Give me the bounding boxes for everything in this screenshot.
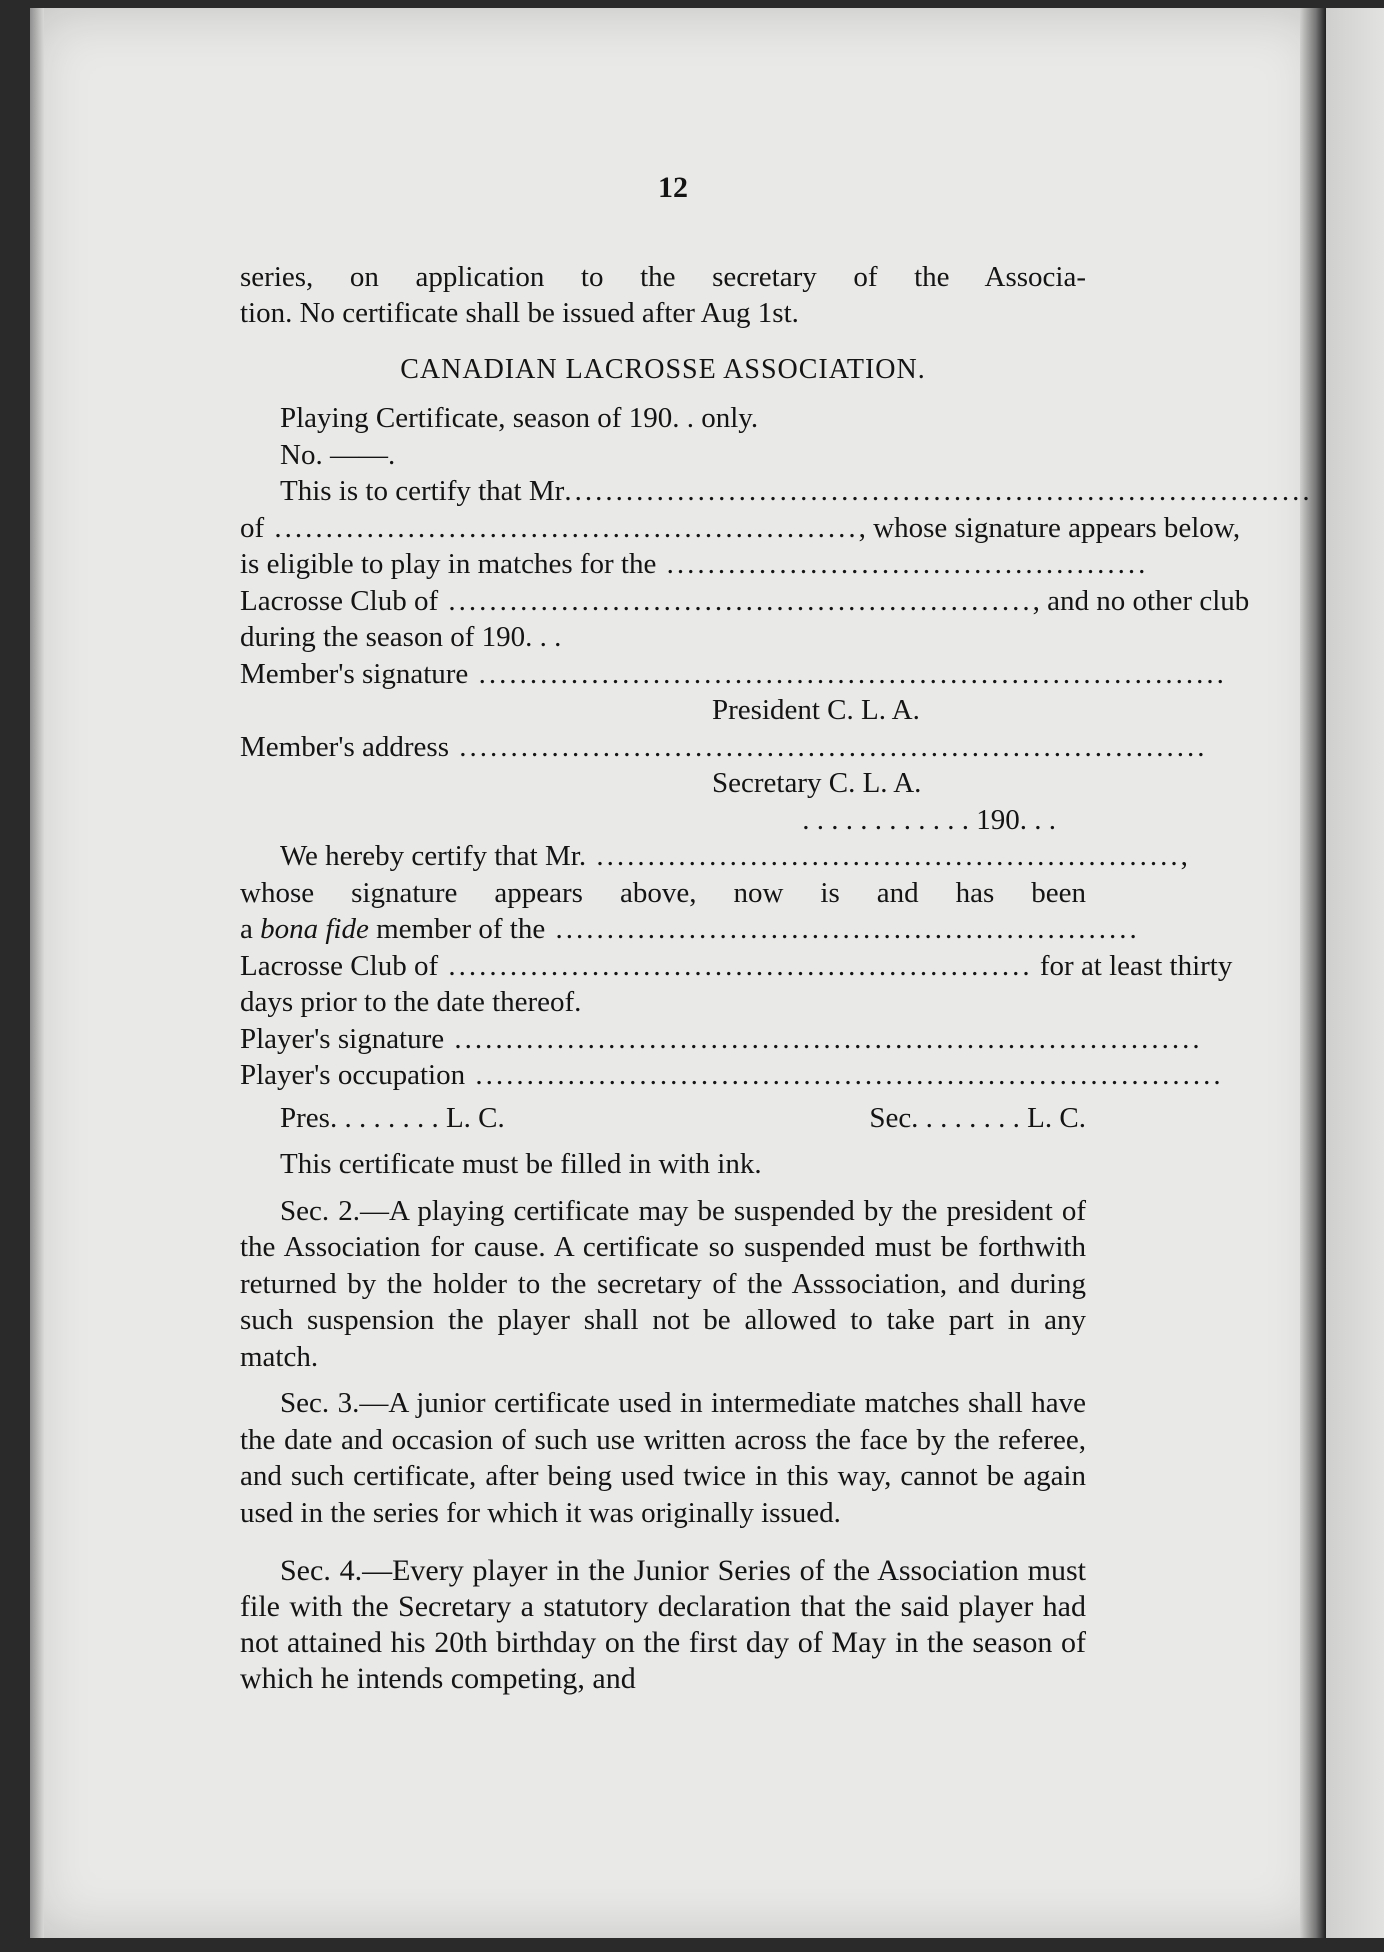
whose-line: whose signature appears above, now is and has been [240, 876, 1086, 909]
bona-label: member of the [368, 913, 546, 945]
bona-blank: ......................................................... [545, 913, 1140, 945]
certificate-number-line: No. ——. [280, 438, 396, 471]
player-signature-blank: ......................................................................... [444, 1022, 1203, 1055]
player-signature-label: Player's signature [240, 1022, 445, 1055]
page-edge-shadow [30, 8, 44, 1938]
page-text [240, 170, 1313, 1697]
eligible-blank: ............................................... [656, 548, 1149, 580]
certify-mr-blank: ......................................................................... [564, 475, 1313, 507]
certify-mr-label: This is to certify that Mr [280, 475, 565, 507]
date-line: . . . . . . . . . . . . 190. . . [802, 803, 1056, 836]
section-3: Sec. 3.—A junior certificate used in intermediate matches shall have the date and occasion of such use written across the face by the referee, and such certificate, after being used twice in this way, cannot be again used in the series for which it was originally issued. [240, 1387, 1086, 1529]
adjacent-page-edge [1326, 8, 1384, 1938]
hereby-tail: , [1180, 840, 1188, 872]
club2-blank: ......................................................... [438, 949, 1033, 982]
season-of-line: during the season of 190. . . [240, 621, 562, 653]
member-signature-label: Member's signature [240, 657, 469, 690]
hereby-blank: ......................................................... [586, 840, 1181, 872]
club-label: Lacrosse Club of [240, 584, 439, 617]
member-address-blank: ......................................................................... [448, 730, 1208, 763]
certificate-heading: CANADIAN LACROSSE ASSOCIATION. [400, 353, 926, 385]
of-line [240, 510, 1241, 547]
player-signature-line [240, 1021, 1203, 1058]
president-label: President C. L. A. [712, 694, 920, 726]
hereby-label: We hereby certify that Mr. [280, 840, 587, 872]
secretary-label: Secretary C. L. A. [712, 767, 922, 799]
member-address-line [240, 729, 1208, 766]
player-occupation-line [240, 1057, 1224, 1094]
pres-sec-line [240, 1100, 1086, 1137]
bona-prefix: a [240, 913, 261, 945]
eligible-label: is eligible to play in matches for the [240, 548, 657, 580]
intro-line-2: tion. No certificate shall be issued after Aug 1st. [240, 297, 799, 329]
member-signature-blank: ......................................................................... [468, 657, 1227, 690]
pres-lc-label: Pres. . . . . . . . L. C. [280, 1101, 505, 1134]
certify-mr-line [240, 473, 1313, 510]
player-occupation-blank: ......................................................................... [465, 1059, 1224, 1091]
section-4: Sec. 4.—Every player in the Junior Series of the Association must file with the Secretary a statutory declaration that the said player had not attained his 20th birthday on the first day of May in the season of which he intends competing, and [240, 1554, 1086, 1695]
ink-note: This certificate must be filled in with ink. [280, 1148, 762, 1180]
club2-line [240, 948, 1233, 985]
club2-label: Lacrosse Club of [240, 949, 439, 982]
of-tail: , whose signature appears below, [858, 511, 1241, 544]
club2-tail: for at least thirty [1032, 949, 1233, 982]
player-occupation-label: Player's occupation [240, 1059, 466, 1091]
club-line [240, 583, 1250, 620]
sec-lc-label: Sec. . . . . . . . L. C. [869, 1101, 1086, 1134]
of-label: of [240, 511, 265, 544]
certificate-season-line: Playing Certificate, season of 190. . only. [280, 402, 759, 434]
hereby-line [240, 838, 1188, 875]
section-2: Sec. 2.—A playing certificate may be suspended by the president of the Association for cause. A certificate so suspended must be forthwith returned by the holder to the secretary of the Asssociation, and during such suspension the player shall not be allowed to take part in any match. [240, 1194, 1086, 1373]
club-tail: , and no other club [1032, 584, 1250, 617]
bona-fide-text: bona fide [260, 913, 369, 945]
book-fold-shadow [1300, 8, 1326, 1938]
days-prior-line: days prior to the date thereof. [240, 986, 582, 1018]
of-blank: ......................................................... [264, 511, 859, 544]
member-address-label: Member's address [240, 730, 449, 763]
bona-fide-line [240, 911, 1140, 948]
member-signature-line [240, 656, 1227, 693]
intro-line-1: series, on application to the secretary of the Associa- [240, 260, 1086, 293]
club-blank: ......................................................... [438, 584, 1033, 617]
eligible-line [240, 546, 1149, 583]
page-number: 12 [658, 171, 688, 204]
